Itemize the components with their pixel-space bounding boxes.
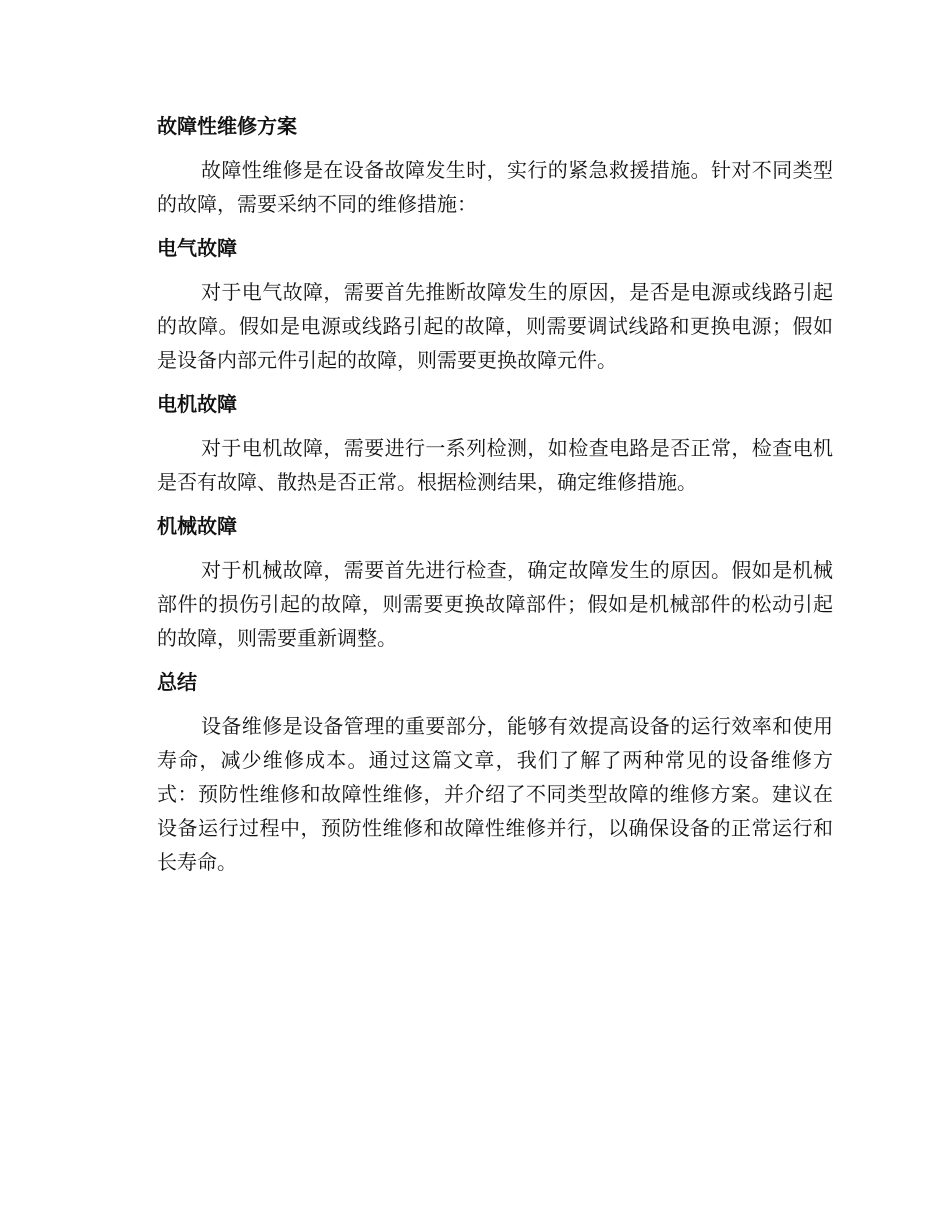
section-heading: 总结 [157, 670, 197, 694]
paragraph-line: 的故障，则需要重新调整。 [157, 626, 397, 650]
paragraph-line: 是设备内部元件引起的故障，则需要更换故障元件。 [157, 348, 617, 372]
paragraph [113, 275, 833, 378]
section-electrical-fault [113, 222, 833, 378]
paragraph-line: 对于电气故障，需要首先推断故障发生的原因，是否是电源或线路引起 [201, 280, 833, 304]
paragraph-line: 长寿命。 [157, 850, 237, 874]
section-summary [113, 656, 833, 880]
section-mechanical-fault [113, 500, 833, 656]
paragraph-line: 故障性维修是在设备故障发生时，实行的紧急救援措施。针对不同类型 [201, 158, 833, 182]
section-heading: 电机故障 [157, 392, 237, 416]
section-heading: 电气故障 [157, 236, 237, 260]
paragraph [113, 431, 833, 500]
section-fault-repair-plan [113, 100, 833, 222]
document-page [113, 100, 833, 880]
paragraph [113, 709, 833, 880]
paragraph-line: 寿命，减少维修成本。通过这篇文章，我们了解了两种常见的设备维修方 [157, 748, 833, 772]
paragraph-line: 对于电机故障，需要进行一系列检测，如检查电路是否正常，检查电机 [201, 436, 833, 460]
section-motor-fault [113, 378, 833, 500]
section-heading: 机械故障 [157, 514, 237, 538]
paragraph [113, 553, 833, 656]
paragraph [113, 153, 833, 222]
paragraph-line: 部件的损伤引起的故障，则需要更换故障部件；假如是机械部件的松动引起 [157, 592, 833, 616]
paragraph-line: 设备运行过程中，预防性维修和故障性维修并行，以确保设备的正常运行和 [157, 816, 833, 840]
section-heading: 故障性维修方案 [157, 114, 297, 138]
paragraph-line: 设备维修是设备管理的重要部分，能够有效提高设备的运行效率和使用 [201, 714, 833, 738]
paragraph-line: 式：预防性维修和故障性维修，并介绍了不同类型故障的维修方案。建议在 [157, 782, 833, 806]
paragraph-line: 的故障，需要采纳不同的维修措施： [157, 192, 477, 216]
paragraph-line: 是否有故障、散热是否正常。根据检测结果，确定维修措施。 [157, 470, 697, 494]
paragraph-line: 对于机械故障，需要首先进行检查，确定故障发生的原因。假如是机械 [201, 558, 833, 582]
paragraph-line: 的故障。假如是电源或线路引起的故障，则需要调试线路和更换电源；假如 [157, 314, 833, 338]
